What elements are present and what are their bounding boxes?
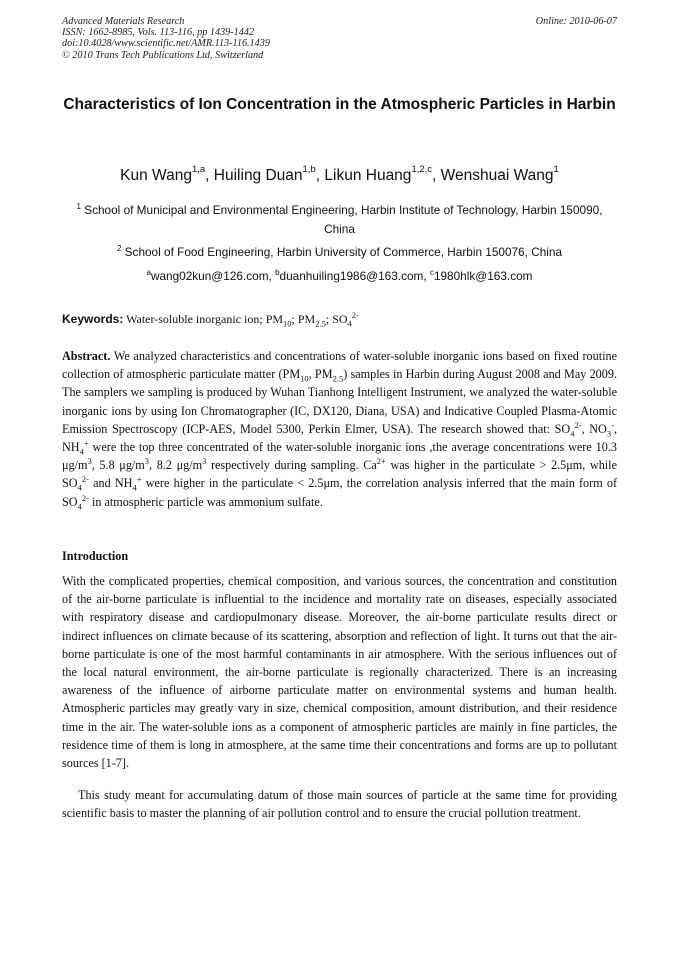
abstract-sub: 4 <box>570 428 575 439</box>
abstract-sup: 3 <box>87 456 92 467</box>
abstract-text: , PM <box>308 367 333 382</box>
email-list: $^a$wang02kun@126.com, $^b$duanhuiling1986@163.com, $^c$1980hlk@163.com <box>146 268 533 283</box>
affiliation-number: 1 <box>76 202 81 212</box>
abstract-sub: 2.5 <box>332 373 344 384</box>
keywords-line <box>62 311 617 327</box>
introduction-paragraph-2: This study meant for accumulating datum of those main sources of particle at the same time for providing scientific basis to master the planning of air pollution control and to ensure the crucial pollution treatment. <box>62 788 617 821</box>
doi-line: doi:10.4028/www.scientific.net/AMR.113-116.1439 <box>62 38 270 50</box>
abstract-text: were higher in the particulate < 2.5μm, the correlation analysis inferred that the main form of SO <box>62 476 618 509</box>
abstract-sup: 2+ <box>376 456 386 467</box>
keywords-sub: 4 <box>347 318 352 329</box>
introduction-paragraph-1: With the complicated properties, chemical composition, and various sources, the concentration and constitution of the air-borne particulate is influential to the incidence and mortality rate on diseases, especially associated with respiratory disease and cardiopulmonary disease. Moreover, the air-borne particulate results direct or indirect influences on climate because of its scattering, absorption and reflection of light. It turns out that the air-borne particulate is one of the most harmful contaminants in air atmosphere. With the serious influences out of the local natural environment, the air-borne particulate is regionally characterized. There is an increasing awareness of the influence of airborne particulate matter on environmental systems and human health. Atmospheric particles may greatly vary in size, chemical composition, amount distribution, and their residence time in the air. The water-soluble ions as a component of atmospheric particles are mainly in fine particles, the residence time of them is long in atmosphere, at the same time their concentrations and forms are up to pollutant sources [1-7]. <box>62 574 617 771</box>
affiliation-number: 2 <box>116 244 122 254</box>
abstract-sub: 4 <box>77 501 82 512</box>
affiliation-text: School of Food Engineering, Harbin University of Commerce, Harbin 150076, China <box>124 245 563 259</box>
abstract-text: , NH <box>62 421 617 455</box>
abstract-text: in atmospheric particle was ammonium sulfate. <box>88 494 323 509</box>
author-list: Kun Wang$^{1,a}$, Huiling Duan$^{1,b}$, Likun Huang$^{1,2,c}$, Wenshuai Wang$^1$ <box>120 163 559 184</box>
abstract-sup: 2- <box>81 492 89 503</box>
keywords-label: Keywords: <box>62 312 124 326</box>
abstract-sub: 3 <box>606 428 612 439</box>
abstract-paragraph <box>62 347 617 511</box>
email-address[interactable]: duanhuiling1986@163.com <box>279 269 424 283</box>
issn-line: ISSN: 1662-8985, Vols. 113-116, pp 1439-1442 <box>62 27 255 39</box>
keywords-sub: 2.5 <box>315 318 326 329</box>
abstract-sup: + <box>136 474 142 485</box>
email-address[interactable]: 1980hlk@163.com <box>433 269 533 283</box>
abstract-text: , NO <box>581 421 607 436</box>
author-affil-mark: 1,2,c <box>411 163 433 175</box>
abstract-text: and NH <box>88 476 133 491</box>
paper-title: Characteristics of Ion Concentration in the Atmospheric Particles in Harbin <box>63 96 616 113</box>
abstract-text: was higher in the particulate > 2.5μm, while SO <box>62 458 617 491</box>
keywords-text: ; SO <box>325 312 348 326</box>
abstract-text: , 5.8 μg/m <box>91 458 145 473</box>
abstract-sup: 3 <box>144 456 150 467</box>
author-name: Huiling Duan <box>213 167 303 184</box>
journal-name: Advanced Materials Research <box>62 16 185 27</box>
abstract-sub: 10 <box>300 373 309 384</box>
abstract-sup: - <box>611 419 614 430</box>
journal-header <box>62 16 617 61</box>
abstract-sup: 2- <box>81 474 89 485</box>
author-name: Kun Wang <box>120 167 192 184</box>
affiliation-2 <box>62 243 617 262</box>
email-mark: a <box>146 268 151 278</box>
online-date: Online: 2010-06-07 <box>535 16 617 27</box>
abstract-sup: 3 <box>202 456 207 467</box>
abstract-sub: 4 <box>132 482 137 493</box>
abstract-text: ) samples in Harbin during August 2008 and May 2009. The samplers we sampling is produced by Wuhan Tianhong Intelligent Instrument, we analyzed the water-soluble inorganic ions by using Ion Chromatographer (IC, DX120, Diana, USA) and Indicative Coupled Plasma-Atomic Emission Spectroscopy (ICP-AES, Model 5300, Perkin Elmer, USA). The research showed that: SO <box>62 367 617 436</box>
keywords-sub: 10 <box>283 318 292 329</box>
abstract-label: Abstract. <box>62 349 111 363</box>
abstract-sub: 4 <box>77 482 82 493</box>
abstract-sup: + <box>83 437 89 448</box>
email-mark: c <box>429 268 434 278</box>
abstract-text: respectively during sampling. Ca <box>206 458 377 473</box>
section-heading-introduction: Introduction <box>62 549 129 563</box>
author-affil-mark: 1 <box>553 163 559 175</box>
keywords-sup: 2- <box>351 310 359 320</box>
abstract-text: We analyzed characteristics and concentrations of water-soluble inorganic ions based on fixed routine collection of atmospheric particulate matter (PM <box>62 349 617 382</box>
abstract-text: were the top three concentrated of the water-soluble inorganic ions ,the average concentrations were 10.3 μg/m <box>62 440 617 473</box>
email-address[interactable]: wang02kun@126.com <box>150 269 269 283</box>
abstract-text: , 8.2 μg/m <box>149 458 203 473</box>
abstract-sub: 4 <box>79 446 84 457</box>
author-affil-mark: 1,a <box>191 163 206 175</box>
abstract-sup: 2- <box>574 419 582 430</box>
author-name: Likun Huang <box>324 167 412 184</box>
email-mark: b <box>275 268 280 278</box>
affiliation-text: School of Municipal and Environmental Engineering, Harbin Institute of Technology, Harbin 150090, China <box>84 203 603 236</box>
keywords-text: Water-soluble inorganic ion; PM <box>126 312 284 326</box>
keywords-text: ; PM <box>291 312 316 326</box>
author-affil-mark: 1,b <box>302 163 316 175</box>
copyright-line: © 2010 Trans Tech Publications Ltd, Switzerland <box>62 49 264 61</box>
author-name: Wenshuai Wang <box>440 167 554 184</box>
affiliation-1 <box>62 201 617 238</box>
